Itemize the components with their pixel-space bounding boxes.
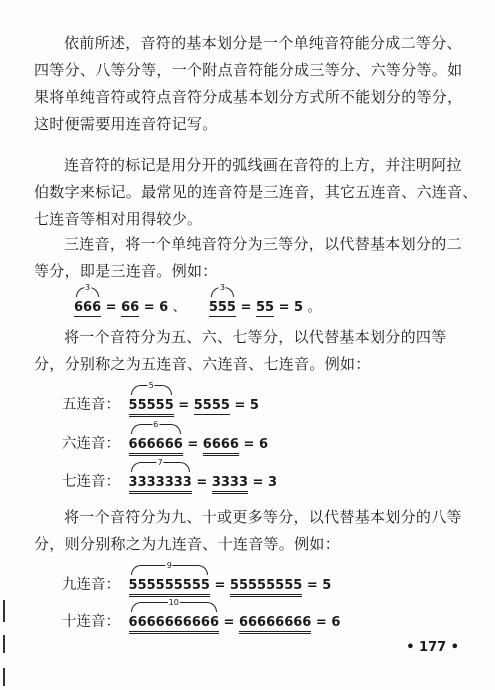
text-line: 连音符的标记是用分开的弧线画在音符的上方，并注明阿拉: [64, 156, 462, 174]
decuplet-example: [62, 598, 341, 634]
equals-sign: =: [178, 398, 190, 413]
paragraph-triplet: [34, 231, 466, 285]
paragraph-basic-division: [34, 30, 466, 138]
text-line: 这时便需要用连音符记写。: [34, 115, 218, 133]
equivalent-notes: 66666666: [239, 615, 311, 634]
example-label: 七连音：: [62, 474, 120, 490]
equals-sign: =: [234, 398, 246, 413]
page-number: • 177 •: [406, 640, 459, 655]
tuplet-notes: 6 666666: [129, 437, 183, 456]
equals-sign: =: [278, 300, 290, 315]
triplet-notes-5: 3 555: [208, 283, 236, 315]
tuplet-number: 3: [85, 283, 91, 292]
text-line: 伯数字来标记。最常见的连音符是三连音，其它五连音、六连音、: [34, 183, 478, 201]
paragraph-9-10: [34, 504, 466, 558]
tuplet-notes: 9 555555555: [129, 578, 210, 597]
triplet-examples: 3 666 = 66 = 6 、 3 555 = 55 = 5 。: [74, 283, 321, 315]
result-note: 3: [267, 475, 278, 490]
tuplet-notes: 10 6666666666: [129, 615, 219, 634]
example-label: 五连音：: [62, 397, 120, 413]
equals-sign: =: [214, 578, 226, 593]
paragraph-tuplet-marking: [34, 152, 478, 233]
example-label: 九连音：: [62, 577, 120, 593]
tuplet-number: 9: [166, 561, 172, 570]
equals-sign: =: [105, 300, 117, 315]
text-line: 将一个音符分为五、六、七等分，以代替基本划分的四等: [64, 328, 447, 346]
equals-sign: =: [243, 437, 255, 452]
example-label: 十连音：: [62, 614, 120, 630]
eighth-notes-6: 66: [121, 300, 140, 315]
text-line: 四等分、八等分等，一个附点音符能分成三等分、六等分等。如: [34, 61, 463, 79]
tuplet-number: 3: [219, 283, 225, 292]
result-note: 6: [258, 437, 268, 452]
quarter-note-5: 5: [294, 300, 304, 315]
scan-margin-mark: [3, 600, 5, 622]
tuplet-number: 7: [157, 458, 163, 467]
result-note: 6: [331, 615, 341, 630]
paragraph-5-6-7: [34, 324, 466, 378]
text-line: 将一个音符分为九、十或更多等分，以代替基本划分的八等: [64, 508, 462, 526]
scan-margin-mark: [3, 668, 5, 686]
quarter-note-6: 6: [159, 300, 169, 315]
equals-sign: =: [196, 475, 208, 490]
septuplet-example: [62, 458, 278, 494]
eighth-notes-5: 55: [255, 300, 275, 315]
equals-sign: =: [306, 578, 318, 593]
result-note: 5: [322, 578, 332, 593]
tuplet-number: 5: [148, 381, 154, 390]
triplet-notes-6: 3 666: [74, 283, 102, 315]
equivalent-notes: 5555: [193, 398, 230, 413]
tuplet-notes: 7 3333333: [129, 475, 192, 494]
quintuplet-example: [62, 381, 259, 417]
text-line: 依前所述，音符的基本划分是一个单纯音符能分成二等分、: [64, 34, 462, 52]
example-label: 六连音：: [62, 436, 120, 452]
tuplet-number: 6: [153, 420, 159, 429]
nonuplet-example: [62, 561, 332, 597]
text-line: 三连音，将一个单纯音符分为三等分，以代替基本划分的二: [64, 235, 462, 253]
tuplet-number: 10: [168, 598, 179, 607]
text-line: 七连音等相对用得较少。: [34, 210, 203, 228]
equivalent-notes: 55555555: [230, 578, 302, 597]
equivalent-notes: 3333: [212, 475, 248, 494]
equals-sign: =: [240, 300, 252, 315]
text-line: 分，则分别称之为九连音、十连音等。例如：: [34, 535, 341, 553]
text-line: 分，分别称之为五连音、六连音、七连音。例如：: [34, 355, 371, 373]
equals-sign: =: [252, 475, 264, 490]
result-note: 5: [249, 398, 259, 413]
scan-margin-mark: [3, 635, 5, 653]
equals-sign: =: [315, 615, 327, 630]
sextuplet-example: [62, 420, 268, 456]
text-line: 果将单纯音符或符点音符分成基本划分方式所不能划分的等分，: [34, 88, 463, 106]
equivalent-notes: 6666: [203, 437, 239, 456]
text-line: 等分，即是三连音。例如：: [34, 262, 218, 280]
equals-sign: =: [143, 300, 155, 315]
equals-sign: =: [223, 615, 235, 630]
tuplet-notes: 5 55555: [129, 398, 174, 417]
equals-sign: =: [187, 437, 199, 452]
